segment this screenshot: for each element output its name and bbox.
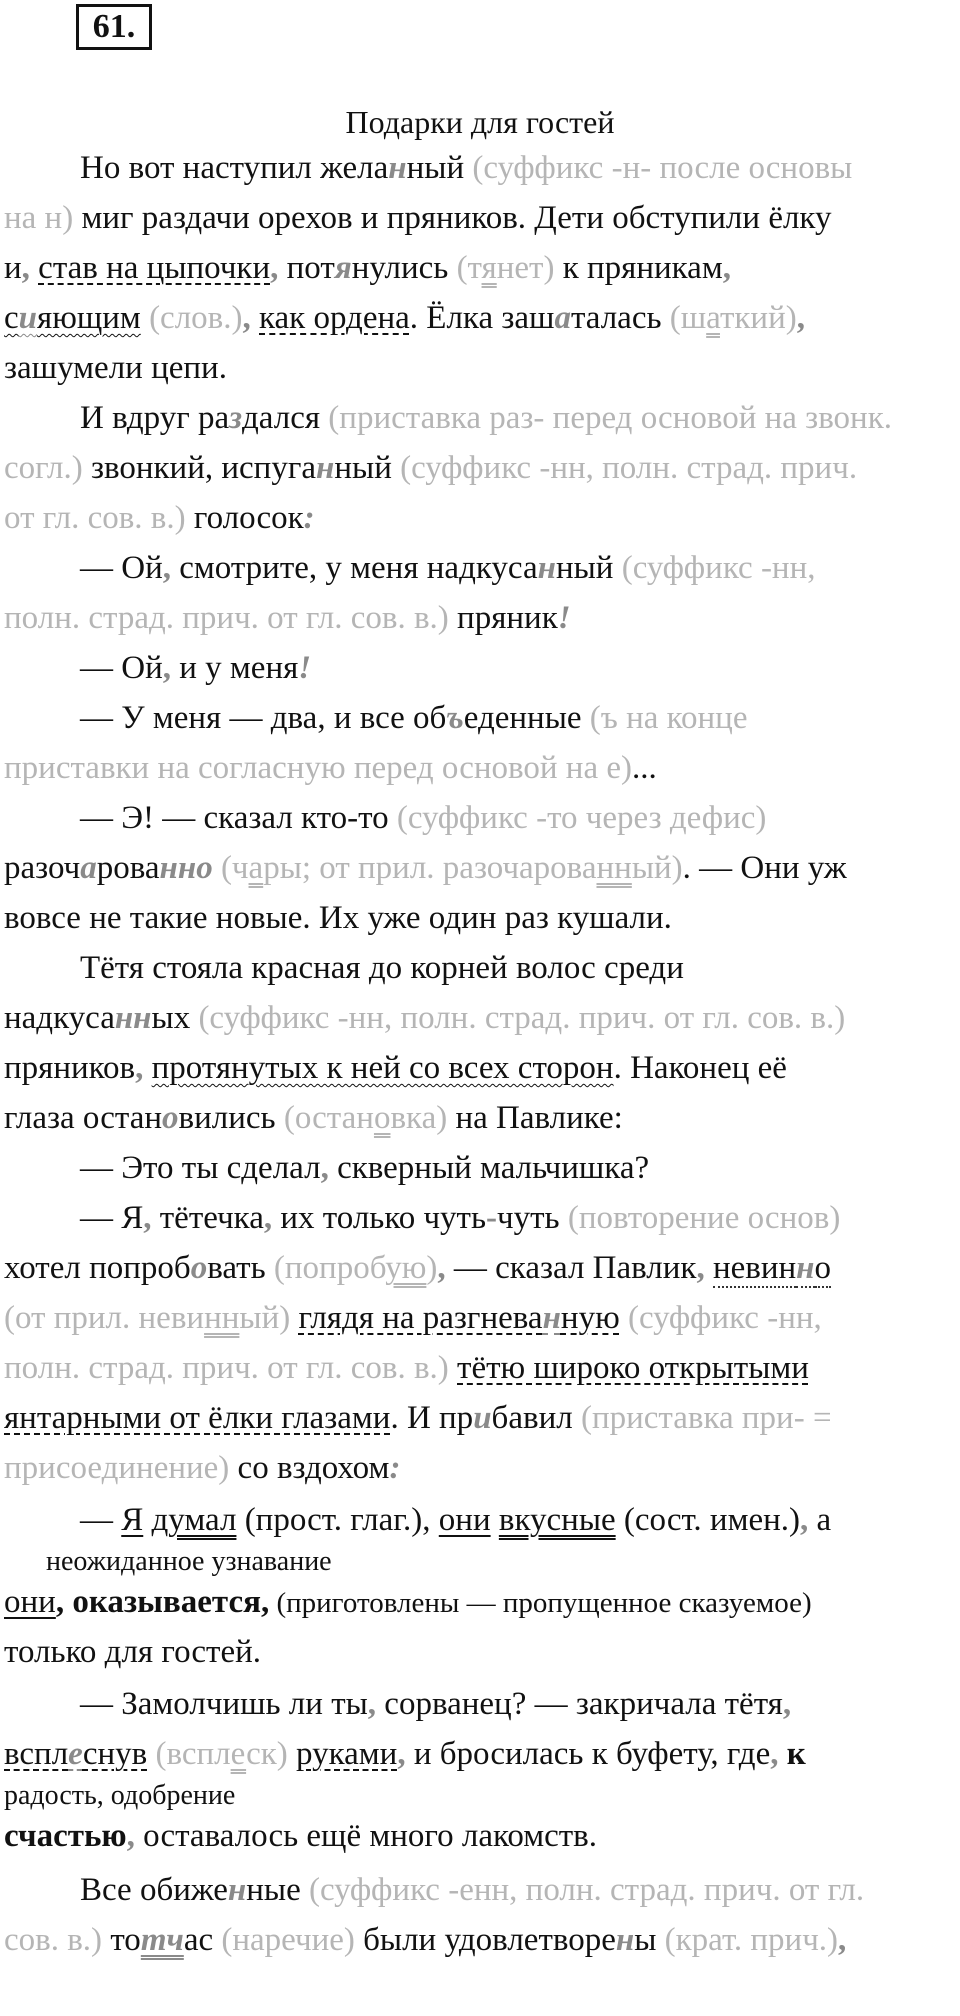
adverbial-phrase: ную	[560, 1300, 620, 1336]
text-line	[4, 1248, 831, 1288]
punctuation-mark: -	[486, 1200, 498, 1236]
punctuation-mark: :	[389, 1450, 401, 1486]
text-run: — Э! — сказал кто-то	[80, 800, 389, 836]
parenthetical-word: к	[786, 1736, 806, 1772]
text-run: ный	[334, 450, 392, 486]
text-run: — Я	[80, 1200, 144, 1236]
spelling-mark: н	[227, 1872, 247, 1908]
grammar-note: (суффикс -нн,	[619, 1300, 822, 1336]
text-line	[4, 1632, 261, 1672]
text-run: бавил	[491, 1400, 573, 1436]
text-run: невин	[712, 1250, 797, 1286]
grammar-note: (слов.)	[140, 300, 243, 336]
text-run: — Ой	[80, 550, 163, 586]
punctuation-mark: ,	[397, 1736, 406, 1772]
grammar-note: (суффикс -то через дефис)	[388, 800, 767, 836]
text-run	[251, 300, 259, 336]
grammar-note: (попроб	[265, 1250, 386, 1286]
text-run: разоч	[4, 850, 81, 886]
adverbial-phrase: руками	[296, 1736, 398, 1772]
text-run	[779, 1736, 787, 1772]
grammar-note: (наречие)	[213, 1922, 355, 1958]
punctuation-mark: :	[303, 500, 315, 536]
text-run: ный	[555, 550, 614, 586]
grammar-note: (приставка при- =	[572, 1400, 832, 1436]
spelling-mark: н	[615, 1922, 635, 1958]
text-line	[4, 248, 731, 288]
punctuation-mark: ,	[55, 1584, 65, 1620]
grammar-note: ск)	[246, 1736, 288, 1772]
grammar-note: полн. страд. прич. от гл. сов. в.)	[4, 600, 449, 636]
participial-phrase: протянутых к ней со всех сторон	[151, 1050, 614, 1086]
punctuation-mark: ,	[320, 1150, 329, 1186]
punctuation-mark: ,	[437, 1250, 446, 1286]
text-line	[80, 548, 816, 588]
spelling-mark: и	[473, 1400, 492, 1436]
adverbial-phrase: тётю широко открытыми	[457, 1350, 809, 1386]
grammar-note: ый)	[239, 1300, 291, 1336]
adverbial-phrase: янтарными от ёлки глазами	[4, 1400, 391, 1436]
grammar-note: ткий)	[719, 300, 797, 336]
grammar-note: (суффикс -енн, полн. страд. прич. от гл.	[300, 1872, 865, 1908]
text-run: Но вот наступил жела	[80, 150, 389, 186]
text-line	[4, 298, 805, 338]
text-run: дался	[242, 400, 321, 436]
text-run: и у меня	[171, 650, 299, 686]
text-run	[113, 1502, 121, 1538]
text-run: — Это ты сделал	[80, 1150, 321, 1186]
spelling-mark: н	[159, 850, 178, 886]
grammar-note: присоединение)	[4, 1450, 230, 1486]
grammar-note: о	[373, 1100, 391, 1136]
punctuation-mark: ,	[696, 1250, 705, 1286]
punctuation-mark: ,	[838, 1922, 847, 1958]
text-run: — Замолчишь ли ты	[80, 1686, 368, 1722]
grammar-note: ую	[385, 1250, 427, 1286]
spelling-mark: н	[796, 1250, 815, 1286]
punctuation-mark: ,	[367, 1686, 377, 1722]
text-line	[4, 1348, 809, 1388]
text-run: то	[102, 1922, 141, 1958]
parenthetical-word: счастью	[4, 1818, 127, 1854]
text-line	[4, 448, 857, 488]
subject: они	[438, 1502, 491, 1538]
text-run: только для гостей.	[4, 1634, 262, 1670]
text-line	[4, 348, 227, 388]
grammar-note: е	[230, 1736, 247, 1772]
grammar-note: нн	[596, 850, 632, 886]
punctuation-mark: ,	[135, 1050, 144, 1086]
text-run: . Ёлка заш	[409, 300, 555, 336]
text-run: и бросилась к буфету, где	[405, 1736, 771, 1772]
text-run: их только чуть	[272, 1200, 487, 1236]
predicate: думал	[151, 1502, 237, 1538]
grammar-note: (от прил. неви	[4, 1300, 205, 1336]
text-run: со вздохом	[229, 1450, 390, 1486]
text-run: голосок	[185, 500, 304, 536]
text-line	[4, 198, 832, 238]
adverbial-phrase: став на цыпочки	[38, 250, 271, 286]
text-run: с	[4, 300, 19, 336]
spelling-mark: з	[229, 400, 243, 436]
adverbial-phrase: снув	[82, 1736, 148, 1772]
text-run: ный	[406, 150, 465, 186]
text-run: еденные	[463, 700, 582, 736]
grammar-note: (суффикс -нн, полн. страд. прич. от гл. сов. в.)	[190, 1000, 846, 1036]
spelling-mark: а	[554, 300, 571, 336]
grammar-note: согл.)	[4, 450, 83, 486]
punctuation-mark: ,	[796, 300, 805, 336]
text-run: хотел попроб	[4, 1250, 191, 1286]
text-run	[143, 1502, 151, 1538]
grammar-note: (крат. прич.)	[656, 1922, 839, 1958]
punctuation-mark: ,	[143, 1200, 152, 1236]
punctuation-mark: ,	[722, 250, 731, 286]
text-run: талась	[570, 300, 662, 336]
text-line	[4, 1816, 597, 1856]
side-note: радость, одобрение	[4, 1780, 236, 1811]
grammar-note: сов. в.)	[4, 1922, 103, 1958]
text-line	[4, 1398, 832, 1438]
spelling-mark: н	[177, 850, 197, 886]
text-line	[4, 748, 657, 788]
text-run: чуть	[497, 1200, 560, 1236]
text-line	[4, 598, 571, 638]
grammar-note: вка)	[390, 1100, 448, 1136]
text-title: Подарки для гостей	[345, 104, 615, 140]
text-line	[80, 1198, 840, 1238]
grammar-note: н	[356, 1100, 374, 1136]
text-run: и	[4, 250, 22, 286]
spelling-mark: о	[190, 1250, 208, 1286]
subject: они	[4, 1584, 56, 1620]
grammar-note: (ъ на конце	[581, 700, 748, 736]
punctuation-mark: ,	[242, 300, 251, 336]
grammar-note: (суффикс -н- после основы	[464, 150, 853, 186]
text-run: ные	[246, 1872, 301, 1908]
text-line	[4, 498, 315, 538]
text-run: Тётя стояла красная до корней волос среди	[80, 950, 684, 986]
predicate: вкусные	[498, 1502, 616, 1538]
parenthetical-word: оказывается	[72, 1584, 261, 1620]
comparative-phrase: как ордена	[259, 300, 410, 336]
text-run	[288, 1736, 296, 1772]
text-run	[449, 1350, 457, 1386]
spelling-mark: ъ	[446, 700, 464, 736]
text-run: . — Они уж	[682, 850, 847, 886]
text-run	[705, 1250, 713, 1286]
text-line	[80, 148, 852, 188]
spelling-mark: тч	[140, 1922, 184, 1958]
grammar-note: )	[426, 1250, 438, 1286]
text-run: звонкий, испуга	[82, 450, 317, 486]
grammar-note: полн. страд. прич. от гл. сов. в.)	[4, 1350, 449, 1386]
text-line	[4, 1734, 806, 1774]
spelling-mark: н	[537, 550, 556, 586]
adverbial-phrase: вспл	[4, 1736, 69, 1772]
text-line	[4, 1048, 787, 1088]
text-run: рова	[96, 850, 160, 886]
punctuation-mark: !	[298, 650, 312, 686]
text-run: к пряникам	[554, 250, 723, 286]
text-line	[80, 798, 766, 838]
grammar-note: от гл. сов. в.)	[4, 500, 186, 536]
text-run: яющим	[37, 300, 141, 336]
spelling-mark: н	[542, 1300, 561, 1336]
text-run: . И пр	[390, 1400, 474, 1436]
text-line	[4, 1448, 400, 1488]
text-line	[80, 948, 684, 988]
text-run: — Ой	[80, 650, 163, 686]
punctuation-mark: ,	[21, 250, 30, 286]
text-run: (прост. глаг.),	[236, 1502, 439, 1538]
text-run: пот	[278, 250, 335, 286]
grammar-note: (т	[448, 250, 482, 286]
text-run: были удовлетворе	[354, 1922, 616, 1958]
text-run: ы	[634, 1922, 657, 1958]
grammar-note: (ч	[212, 850, 249, 886]
text-run: глаза остан	[4, 1100, 163, 1136]
text-run: . Наконец её	[613, 1050, 787, 1086]
text-line	[80, 1500, 831, 1540]
text-run: оставалось ещё много лакомств.	[134, 1818, 597, 1854]
text-run: пряник	[448, 600, 558, 636]
spelling-mark: е	[68, 1736, 83, 1772]
text-run: —	[80, 1502, 113, 1538]
spelling-mark: н	[316, 450, 335, 486]
text-run: а	[808, 1502, 832, 1538]
grammar-note: на н)	[4, 200, 74, 236]
punctuation-mark: ,	[260, 1584, 270, 1620]
grammar-note: приставки на согласную перед основой на е)	[4, 750, 632, 786]
grammar-note: (вспл	[147, 1736, 231, 1772]
text-line	[80, 398, 892, 438]
punctuation-mark: ,	[270, 250, 279, 286]
text-run: (приготовлены — пропущенное сказуемое)	[269, 1587, 812, 1619]
text-line	[4, 1582, 812, 1623]
side-note: неожиданное узнавание	[46, 1546, 332, 1577]
spelling-mark: а	[80, 850, 97, 886]
text-line	[80, 648, 311, 688]
text-run	[30, 250, 38, 286]
text-line	[4, 1920, 846, 1960]
spelling-mark: и	[18, 300, 38, 336]
grammar-note: а	[706, 300, 720, 336]
text-run: о	[814, 1250, 831, 1286]
text-run: сорванец? — закричала тётя	[376, 1686, 783, 1722]
punctuation-mark: ,	[162, 650, 171, 686]
punctuation-mark: ,	[800, 1502, 809, 1538]
text-run: тётечка	[151, 1200, 264, 1236]
grammar-note: нет)	[496, 250, 555, 286]
exercise-number: 61.	[76, 4, 152, 50]
text-run: вились	[178, 1100, 276, 1136]
text-run: — сказал Павлик	[445, 1250, 697, 1286]
text-run: миг раздачи орехов и пряников. Дети обступили ёлку	[73, 200, 832, 236]
grammar-note: (суффикс -нн, полн. страд. прич.	[391, 450, 858, 486]
grammar-note: ры; от прил. разочарова	[263, 850, 597, 886]
text-run: зашумели цепи.	[4, 350, 227, 386]
punctuation-mark: ,	[162, 550, 171, 586]
grammar-note: (ш	[661, 300, 707, 336]
grammar-note: нн	[204, 1300, 240, 1336]
text-run: ...	[632, 750, 657, 786]
text-line	[80, 698, 747, 738]
spelling-mark: н	[388, 150, 407, 186]
grammar-note: (повторение основ)	[559, 1200, 841, 1236]
grammar-note: я	[481, 250, 497, 286]
grammar-note: (приставка раз- перед основой на звонк.	[320, 400, 893, 436]
punctuation-mark: ,	[782, 1686, 792, 1722]
text-run: скверный мальчишка?	[328, 1150, 650, 1186]
text-run: на Павлике:	[447, 1100, 623, 1136]
text-run: нулись	[351, 250, 449, 286]
spelling-mark: о	[162, 1100, 179, 1136]
text-run: надкуса	[4, 1000, 115, 1036]
text-run: ас	[183, 1922, 214, 1958]
text-run: И вдруг ра	[80, 400, 230, 436]
text-run: вать	[207, 1250, 266, 1286]
spelling-mark: я	[334, 250, 352, 286]
text-line	[80, 1870, 864, 1910]
text-line	[80, 1148, 649, 1188]
adverbial-phrase: глядя на разгнева	[298, 1300, 543, 1336]
text-line	[4, 1098, 623, 1138]
grammar-note: (суффикс -нн,	[613, 550, 816, 586]
grammar-note: а	[248, 850, 264, 886]
text-line	[4, 848, 847, 888]
text-run: ых	[151, 1000, 191, 1036]
spelling-mark: о	[196, 850, 213, 886]
punctuation-mark: ,	[126, 1818, 135, 1854]
punctuation-mark: !	[557, 600, 571, 636]
text-run: Все обиже	[80, 1872, 228, 1908]
punctuation-mark: ,	[263, 1200, 273, 1236]
text-line	[4, 998, 845, 1038]
text-run: (сост. имен.)	[615, 1502, 801, 1538]
grammar-note: ый)	[631, 850, 683, 886]
text-run: смотрите, у меня надкуса	[171, 550, 538, 586]
text-line	[4, 898, 672, 938]
text-line	[4, 1298, 822, 1338]
text-line	[80, 1684, 791, 1724]
text-run: пряников	[4, 1050, 136, 1086]
grammar-note: (оста	[275, 1100, 357, 1136]
punctuation-mark: ,	[770, 1736, 779, 1772]
spelling-mark: нн	[114, 1000, 152, 1036]
text-run	[491, 1502, 499, 1538]
text-run: — У меня — два, и все об	[80, 700, 447, 736]
text-run: вовсе не такие новые. Их уже один раз кушали.	[4, 900, 672, 936]
text-run	[143, 1050, 151, 1086]
subject: Я	[121, 1502, 144, 1538]
